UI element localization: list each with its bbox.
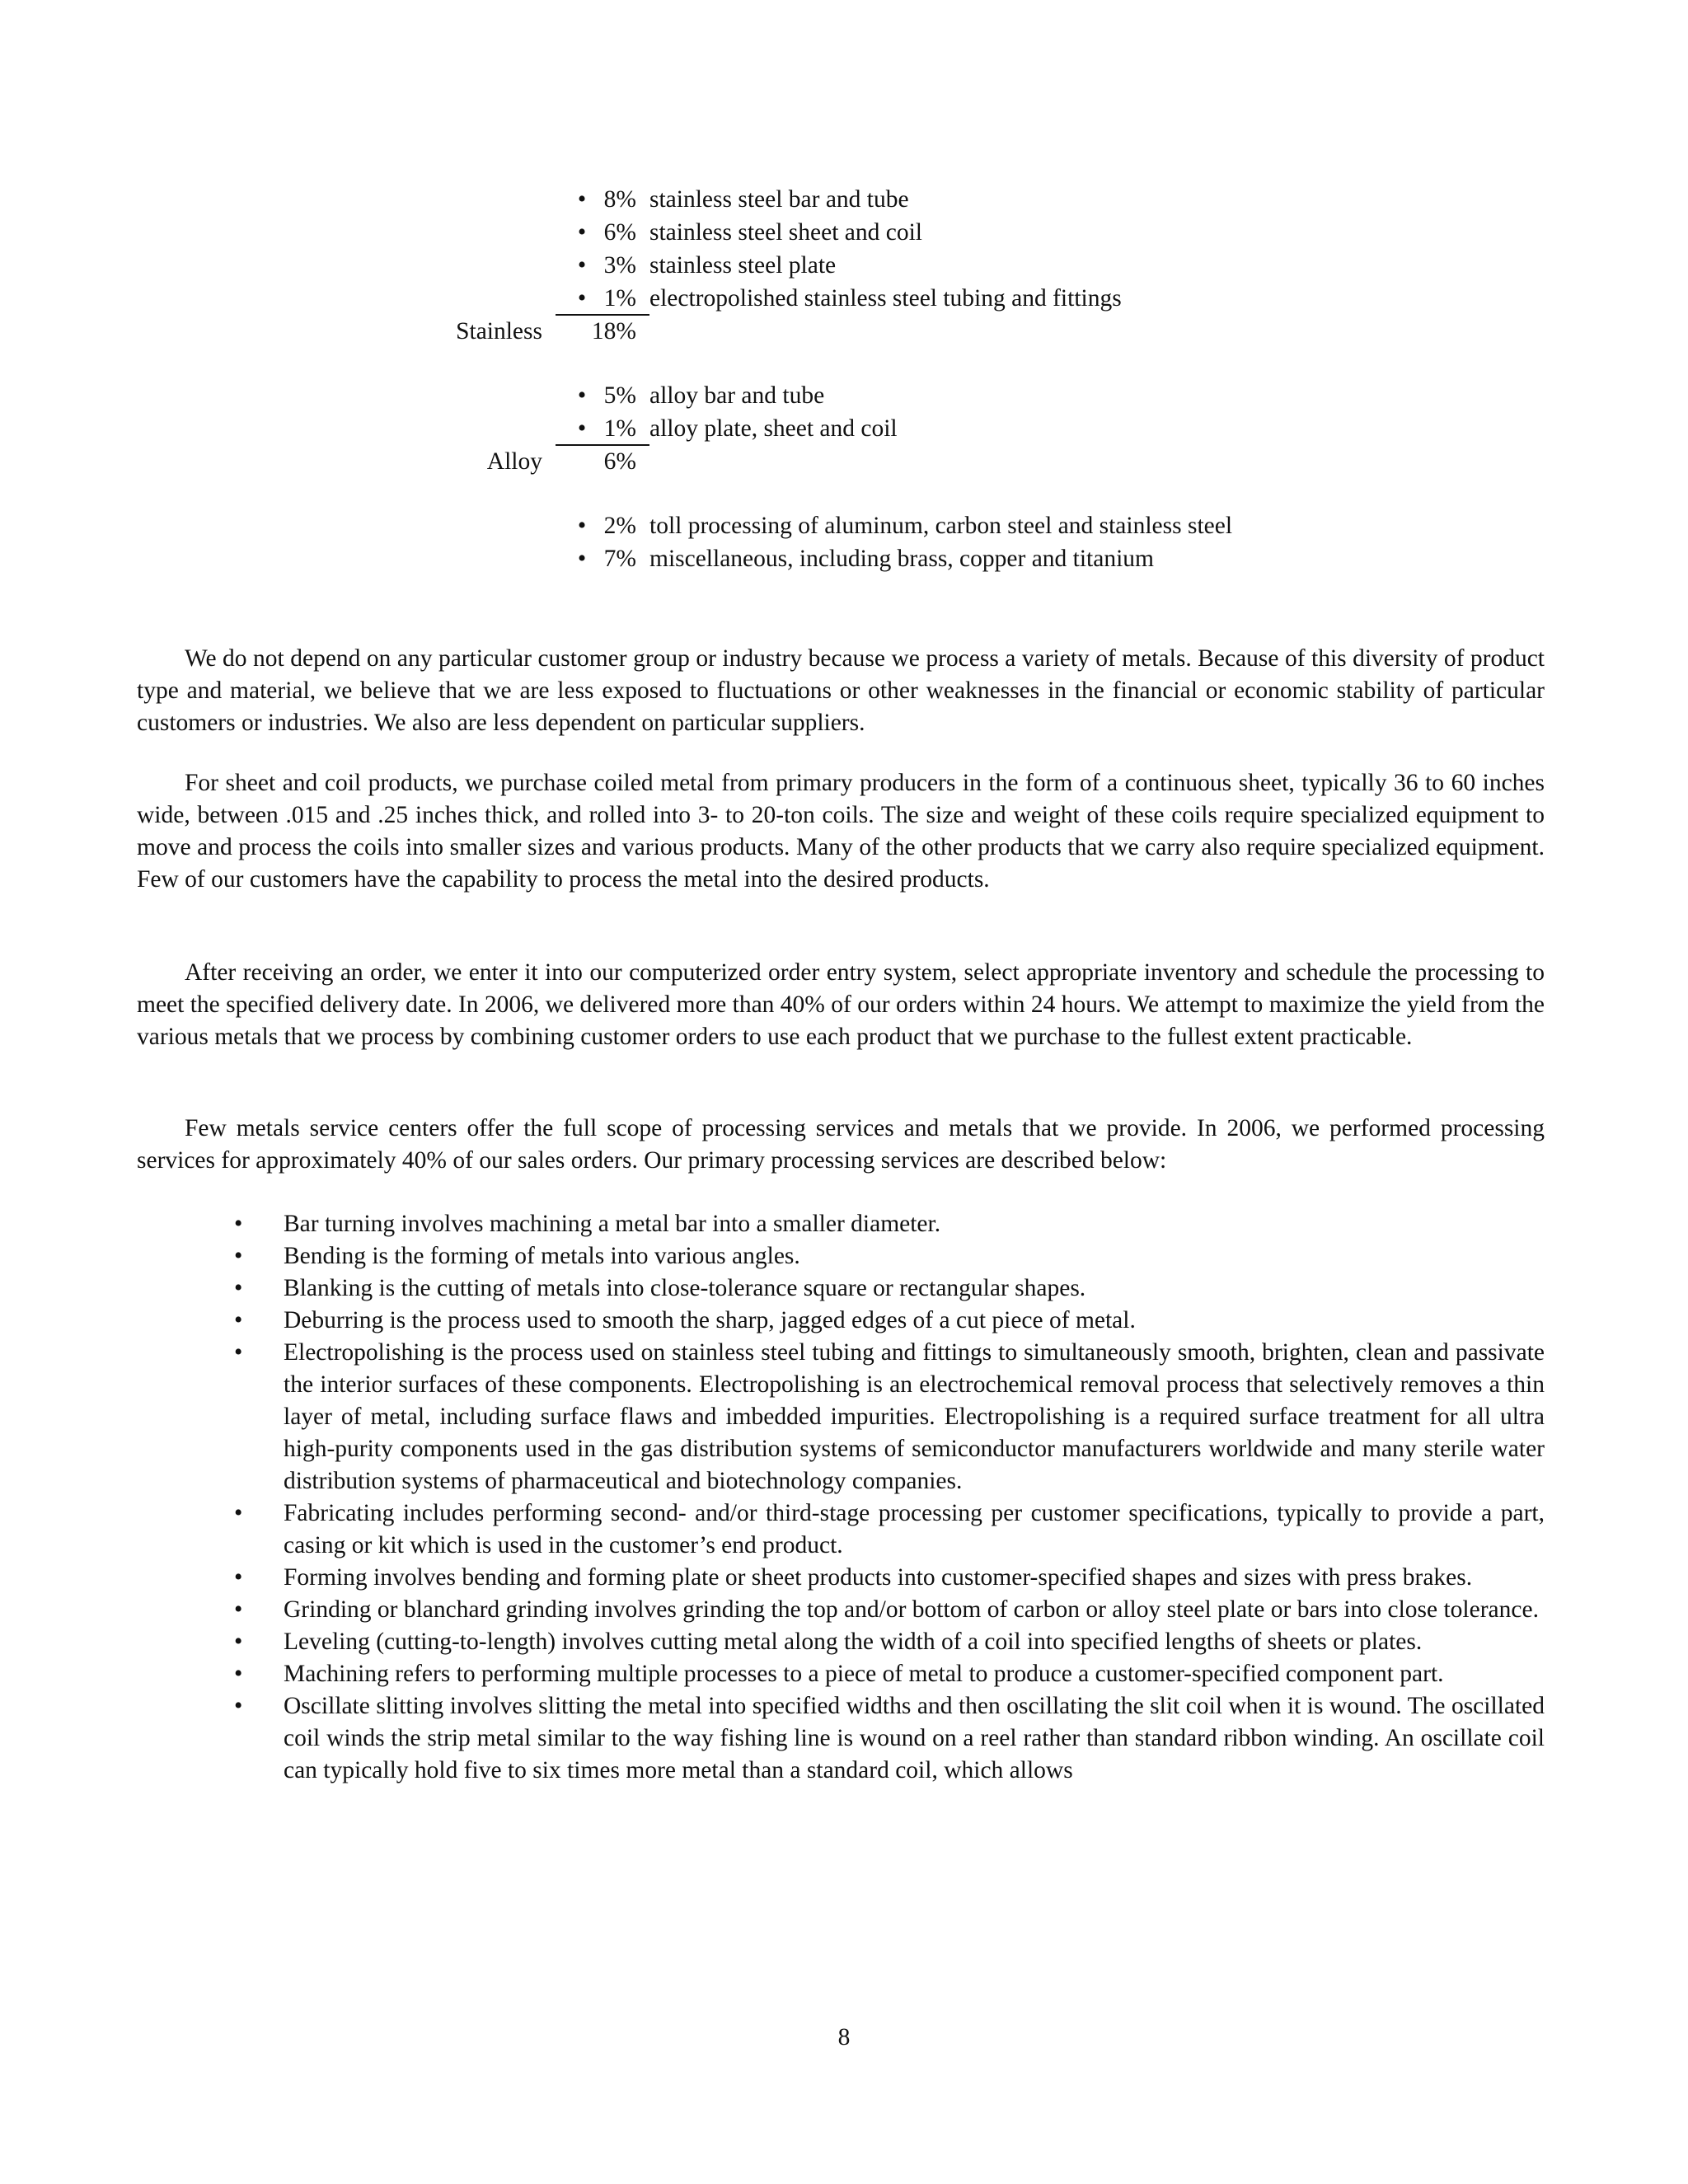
bullet: • bbox=[577, 546, 587, 572]
mix-item bbox=[0, 380, 1688, 413]
bullet: • bbox=[234, 1500, 243, 1526]
service-description: Grinding or blanchard grinding involves grinding the top and/or bottom of carbon or alloy steel plate or bars into close tolerance. bbox=[284, 1596, 1539, 1623]
paragraph-sheet-coil: For sheet and coil products, we purchase coiled metal from primary producers in the form of a continuous sheet, typically 36 to 60 inches wide, between .015 and .25 inches thick, and rolled into 3- to 20-ton coils. The size and weight of these coils require specialized equipment to move and process the coils into smaller sizes and various products. Many of the other products that we carry also require specialized equipment. Few of our customers have the capability to process the metal into the desired products. bbox=[137, 770, 1545, 893]
list-item bbox=[137, 1337, 1545, 1497]
mix-item-description: miscellaneous, including brass, copper and titanium bbox=[649, 546, 1154, 572]
bullet: • bbox=[577, 415, 587, 442]
service-description: Machining refers to performing multiple processes to a piece of metal to produce a customer-specified component part. bbox=[284, 1661, 1444, 1687]
mix-item-percent: 1% bbox=[603, 285, 636, 312]
mix-item bbox=[0, 217, 1688, 250]
mix-item-percent: 2% bbox=[603, 513, 636, 539]
list-item bbox=[137, 1497, 1545, 1562]
service-description: Deburring is the process used to smooth the sharp, jagged edges of a cut piece of metal. bbox=[284, 1307, 1136, 1333]
paragraph-customer-diversity: We do not depend on any particular customer group or industry because we process a variety of metals. Because of this diversity of product type and material, we believe that we are less exposed to fluctuations or other weaknesses in the financial or economic stability of particular customers or industries. We also are less dependent on particular suppliers. bbox=[137, 645, 1545, 736]
bullet: • bbox=[577, 219, 587, 246]
list-item bbox=[137, 1272, 1545, 1305]
list-item bbox=[137, 1305, 1545, 1337]
mix-item-description: toll processing of aluminum, carbon steel and stainless steel bbox=[649, 513, 1233, 539]
mix-item bbox=[0, 184, 1688, 217]
bullet: • bbox=[234, 1275, 243, 1301]
bullet: • bbox=[234, 1596, 243, 1623]
list-item bbox=[137, 1240, 1545, 1272]
mix-item-description: stainless steel bar and tube bbox=[649, 186, 909, 213]
mix-item-description: stainless steel sheet and coil bbox=[649, 219, 922, 246]
paragraph-processing-services: Few metals service centers offer the full scope of processing services and metals that we provide. In 2006, we performed processing services for approximately 40% of our sales orders. Our primary processing services are described below: bbox=[137, 1115, 1545, 1174]
mix-item bbox=[0, 250, 1688, 283]
mix-item bbox=[0, 413, 1688, 446]
stainless-subtotal bbox=[0, 316, 1688, 349]
bullet: • bbox=[234, 1211, 243, 1237]
service-description: Forming involves bending and forming plate or sheet products into customer-specified shapes and sizes with press brakes. bbox=[284, 1564, 1473, 1591]
bullet: • bbox=[577, 382, 587, 409]
list-item bbox=[137, 1208, 1545, 1240]
mix-item bbox=[0, 543, 1688, 576]
bullet: • bbox=[577, 186, 587, 213]
mix-item-percent: 1% bbox=[603, 415, 636, 442]
alloy-subtotal bbox=[0, 446, 1688, 479]
subtotal-percent: 18% bbox=[591, 318, 636, 344]
service-description: Blanking is the cutting of metals into close-tolerance square or rectangular shapes. bbox=[284, 1275, 1086, 1301]
mix-item bbox=[0, 283, 1688, 316]
subtotal-label: Stainless bbox=[456, 318, 542, 344]
subtotal-percent: 6% bbox=[603, 448, 636, 475]
mix-item-percent: 3% bbox=[603, 252, 636, 279]
bullet: • bbox=[234, 1629, 243, 1655]
bullet: • bbox=[234, 1693, 243, 1719]
bullet: • bbox=[234, 1339, 243, 1366]
mix-item-description: alloy plate, sheet and coil bbox=[649, 415, 898, 442]
bullet: • bbox=[234, 1243, 243, 1269]
mix-item-percent: 5% bbox=[603, 382, 636, 409]
mix-item-description: stainless steel plate bbox=[649, 252, 837, 279]
list-item bbox=[137, 1626, 1545, 1658]
bullet: • bbox=[234, 1564, 243, 1591]
service-description: Bar turning involves machining a metal bar into a smaller diameter. bbox=[284, 1211, 941, 1237]
paragraph-order-processing: After receiving an order, we enter it into our computerized order entry system, select appropriate inventory and schedule the processing to meet the specified delivery date. In 2006, we delivered more than 40% of our orders within 24 hours. We attempt to maximize the yield from the various metals that we process by combining customer orders to use each product that we purchase to the fullest extent practicable. bbox=[137, 959, 1545, 1050]
product-mix-list bbox=[0, 184, 1688, 576]
service-description: Bending is the forming of metals into various angles. bbox=[284, 1243, 800, 1269]
service-description: Fabricating includes performing second- and/or third-stage processing per customer specifications, typically to provide a part, casing or kit which is used in the customer’s end product. bbox=[284, 1500, 1545, 1558]
processing-services-list bbox=[137, 1208, 1545, 1787]
service-description: Leveling (cutting-to-length) involves cutting metal along the width of a coil into specified lengths of sheets or plates. bbox=[284, 1629, 1423, 1655]
list-item bbox=[137, 1658, 1545, 1690]
mix-item-description: electropolished stainless steel tubing and fittings bbox=[649, 285, 1122, 312]
bullet: • bbox=[234, 1661, 243, 1687]
mix-item-description: alloy bar and tube bbox=[649, 382, 825, 409]
list-item bbox=[137, 1594, 1545, 1626]
mix-item-percent: 7% bbox=[603, 546, 636, 572]
mix-item bbox=[0, 510, 1688, 543]
bullet: • bbox=[577, 285, 587, 312]
subtotal-label: Alloy bbox=[486, 448, 542, 475]
list-item bbox=[137, 1690, 1545, 1787]
service-description: Oscillate slitting involves slitting the metal into specified widths and then oscillating the slit coil when it is wound. The oscillated coil winds the strip metal similar to the way fishing line is wound on a reel rather than standard ribbon winding. An oscillate coil can typically hold five to six times more metal than a standard coil, which allows bbox=[284, 1693, 1545, 1783]
bullet: • bbox=[234, 1307, 243, 1333]
service-description: Electropolishing is the process used on stainless steel tubing and fittings to simultaneously smooth, brighten, clean and passivate the interior surfaces of these components. Electropolishing is an electrochemical removal process that selectively removes a thin layer of metal, including surface flaws and imbedded impurities. Electropolishing is a required surface treatment for all ultra high-purity components used in the gas distribution systems of semiconductor manufacturers worldwide and many sterile water distribution systems of pharmaceutical and biotechnology companies. bbox=[284, 1339, 1545, 1494]
bullet: • bbox=[577, 513, 587, 539]
page-number: 8 bbox=[837, 2024, 851, 2050]
mix-item-percent: 8% bbox=[603, 186, 636, 213]
bullet: • bbox=[577, 252, 587, 279]
list-item bbox=[137, 1562, 1545, 1594]
mix-item-percent: 6% bbox=[603, 219, 636, 246]
